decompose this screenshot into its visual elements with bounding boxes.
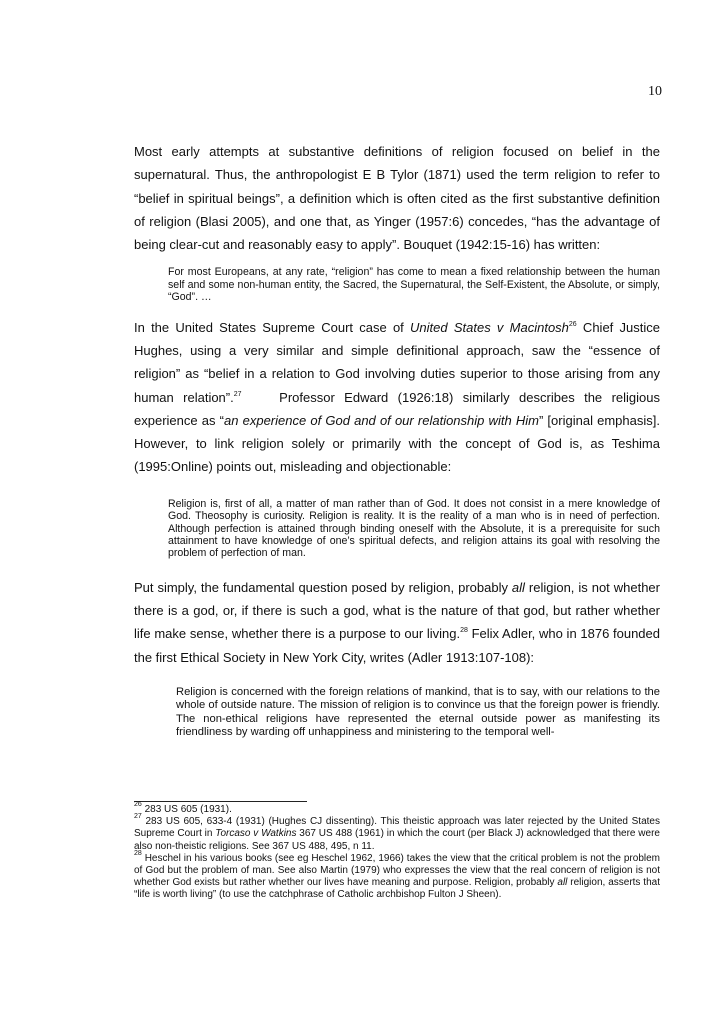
- footnote-text: Heschel in his various books (see eg Heschel 1962, 1966) takes the view that the critical problem is not the problem of God but the problem of man. See also Martin (1979) who expresses the view that the real concern of religion is not whether God exists but rather whether our lives have meaning and purpose. Religion, probably: [134, 852, 660, 889]
- body-text: [134, 140, 664, 740]
- footnote-text: 283 US 605 (1931).: [141, 804, 232, 815]
- text-run: Professor Edward (1926:18) similarly describes the religious experience as “: [134, 389, 664, 428]
- text-run: Put simply, the fundamental question posed by religion, probably: [134, 579, 512, 595]
- text-run: Felix Adler, who in 1876 founded the first Ethical Society in New York City, writes (Adler 1913:107-108):: [134, 626, 660, 665]
- page-number: 10: [648, 84, 662, 99]
- footnote-separator: [134, 801, 307, 802]
- text-run: In the United States Supreme Court case of: [134, 319, 411, 335]
- footnote-number: 26: [134, 801, 142, 808]
- footnote-27: [134, 813, 660, 853]
- paragraph-1: Most early attempts at substantive definitions of religion focused on belief in the supernatural. Thus, the anthropologist E B Tylor (1871) used the term religion to refer to “belief in spiritual beings”, a definition which is often cited as the first substantive definition of religion (Blasi 2005), and one that, as Yinger (1957:6) concedes, “has the advantage of being clear-cut and reasonably easy to apply”. Bouquet (1942:15-16) has written:: [134, 144, 660, 253]
- case-name: Torcaso v Watkins: [215, 828, 297, 840]
- footnote-ref-27[interactable]: 27: [233, 390, 242, 398]
- footnote-28: [134, 849, 660, 902]
- emphasis: all: [511, 579, 525, 595]
- paragraph-2: [134, 316, 664, 479]
- block-quote-teshima: Religion is, first of all, a matter of man rather than of God. It does not consist in a mere knowledge of God. Theosophy is curiosity. Religion is reality. It is the reality of a man who is in need of perfection. Although perfection is attained through binding oneself with the Absolute, it is a prerequisite for such attainment to have knowledge of one’s spiritual defects, and religion attains its goal with resolving the problem of perfection of man.: [168, 497, 660, 560]
- footnote-number: 27: [134, 813, 142, 821]
- block-quote-adler: Religion is concerned with the foreign relations of mankind, that is to say, with our relations to the whole of outside nature. The mission of religion is to convince us that the foreign power is friendly. The non-ethical religions have represented the eternal outside power as manifesting its friendliness by warding off unhappiness and ministering to the temporal well-: [176, 686, 660, 739]
- footnote-text: 283 US 605, 633-4 (1931) (Hughes CJ dissenting). This theistic approach was later rejected by the United States Supreme Court in: [134, 816, 660, 840]
- footnote-ref-26[interactable]: 26: [568, 320, 577, 328]
- footnotes: [134, 801, 660, 902]
- text-run: religion, is not whether there is a god, or, if there is such a god, what is the nature of that god, but rather whether life make sense, whether there is a purpose to our living.: [134, 579, 660, 642]
- footnote-26: [134, 801, 660, 816]
- emphasis: an experience of God and of our relationship with Him: [223, 412, 539, 428]
- emphasis: all: [557, 877, 568, 889]
- text-run: Chief Justice Hughes, using a very similar and simple definitional approach, saw the “essence of religion” as “belief in a relation to God involving duties superior to those arising from any human relation”.: [134, 319, 660, 405]
- footnote-ref-28[interactable]: 28: [460, 627, 468, 635]
- footnote-number: 28: [134, 849, 142, 857]
- text-run: ” [original emphasis]. However, to link religion solely or primarily with the concept of God is, as Teshima (1995:Online) points out, misleading and objectionable:: [134, 412, 660, 475]
- footnote-text: 367 US 488 (1961) in which the court (per Black J) acknowledged that there were also non-theistic religions. See 367 US 488, 495, n 11.: [134, 828, 660, 852]
- paragraph-3: [134, 576, 660, 669]
- case-name: United States v Macintosh: [410, 319, 569, 335]
- footnote-text: religion, asserts that “life is worth living” (to use the catchphrase of Catholic archbishop Fulton J Sheen).: [134, 877, 660, 901]
- block-quote-bouquet: For most Europeans, at any rate, “religion” has come to mean a fixed relationship between the human self and some non-human entity, the Sacred, the Supernatural, the Self-Existent, the Absolute, or simply, “God”. …: [168, 266, 660, 304]
